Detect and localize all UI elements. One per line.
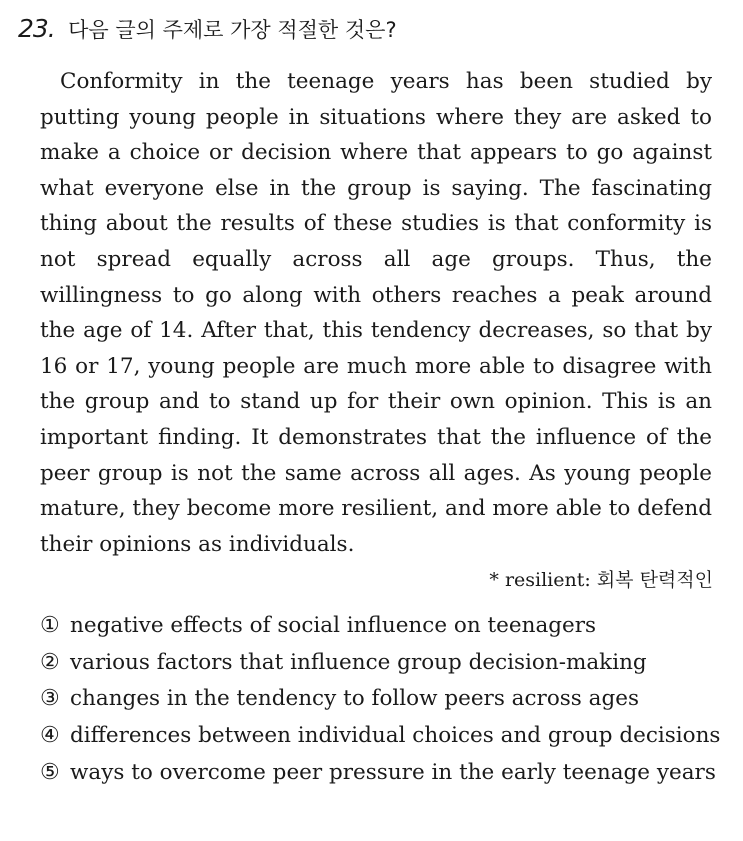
choice-marker: ③ [40, 686, 60, 712]
answer-choice-1[interactable] [40, 608, 720, 645]
footnote-gloss: 회복 탄력적인 [596, 569, 713, 591]
answer-choice-5[interactable] [40, 755, 720, 792]
footnote-marker: * [489, 569, 499, 591]
footnote-term: resilient: [504, 569, 591, 591]
vocabulary-footnote [489, 565, 713, 592]
answer-choice-4[interactable] [40, 718, 720, 755]
choice-text: various factors that influence group decision-making [70, 649, 647, 675]
choice-marker: ④ [40, 723, 60, 749]
choice-text: changes in the tendency to follow peers across ages [70, 686, 640, 712]
choice-text: negative effects of social influence on teenagers [70, 613, 597, 638]
choice-text: ways to overcome peer pressure in the early teenage years [70, 759, 716, 785]
question-prompt: 다음 글의 주제로 가장 적절한 것은? [68, 18, 397, 42]
answer-choice-2[interactable] [40, 645, 720, 682]
answer-choices [40, 608, 720, 791]
question-number: 23. [18, 14, 55, 43]
reading-passage: Conformity in the teenage years has been studied by putting young people in situations where they are asked to make a choice or decision where that appears to go against what everyone else in the group is saying. The fascinating thing about the results of these studies is that conformity is not spread equally across all age groups. Thus, the willingness to go along with others reaches a peak around the age of 14. After that, this tendency decreases, so that by 16 or 17, young people are much more able to disagree with the group and to stand up for their own opinion. This is an important finding. It demonstrates that the influence of the peer group is not the same across all ages. As young people mature, they become more resilient, and more able to defend their opinions as individuals. [40, 69, 712, 557]
choice-marker: ① [40, 613, 60, 638]
choice-marker: ⑤ [40, 759, 60, 785]
choice-marker: ② [40, 649, 60, 675]
choice-text: differences between individual choices and group decisions [70, 723, 721, 749]
answer-choice-3[interactable] [40, 681, 720, 718]
question-header [18, 14, 397, 44]
